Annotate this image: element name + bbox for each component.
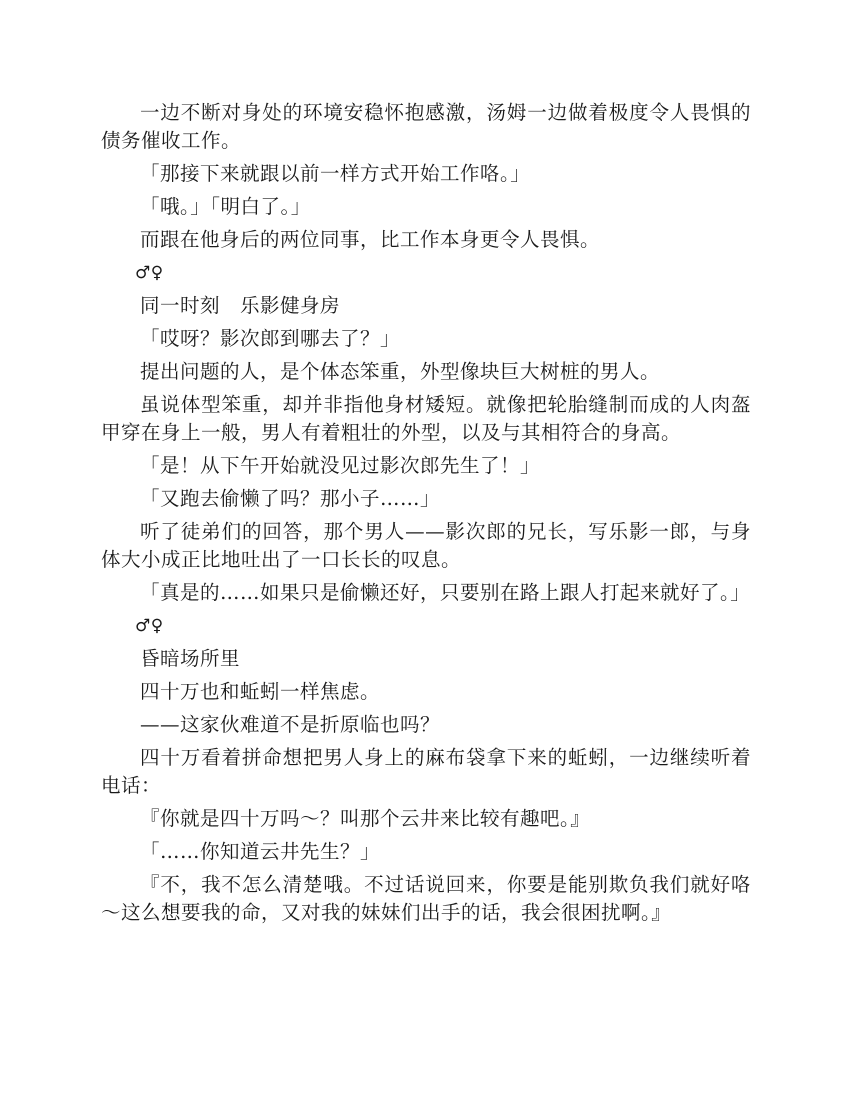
paragraph: ——这家伙难道不是折原临也吗？ — [140, 713, 441, 736]
paragraph: 四十万看着拼命想把男人身上的麻布袋拿下来的蚯蚓，一边继续听着电话： — [101, 746, 751, 797]
paragraph: 提出问题的人，是个体态笨重，外型像块巨大树桩的男人。 — [140, 360, 661, 383]
dialogue-line: 「又跑去偷懒了吗？那小子……」 — [140, 487, 441, 510]
scene-break-symbol: ♂♀ — [135, 263, 164, 283]
dialogue-line: 「哦。」「明白了。」 — [140, 195, 311, 218]
scene-heading: 昏暗场所里 — [140, 647, 241, 670]
phone-dialogue-line: 『不，我不怎么清楚哦。不过话说回来，你要是能别欺负我们就好咯～这么想要我的命，又对我的妹妹们出手的话，我会很困扰啊。』 — [101, 873, 751, 924]
scene-heading: 同一时刻 乐影健身房 — [140, 294, 341, 317]
paragraph: 听了徒弟们的回答，那个男人——影次郎的兄长，写乐影一郎，与身体大小成正比地吐出了一口长长的叹息。 — [101, 520, 751, 571]
paragraph: 四十万也和蚯蚓一样焦虑。 — [140, 680, 381, 703]
document-body — [101, 99, 751, 932]
paragraph: 虽说体型笨重，却并非指他身材矮短。就像把轮胎缝制而成的人肉盔甲穿在身上一般，男人有着粗壮的外型，以及与其相符合的身高。 — [101, 393, 751, 444]
phone-dialogue-line: 『你就是四十万吗～？叫那个云井来比较有趣吧。』 — [140, 807, 591, 830]
dialogue-line: 「那接下来就跟以前一样方式开始工作咯。」 — [140, 162, 531, 185]
dialogue-line: 「真是的……如果只是偷懒还好，只要别在路上跟人打起来就好了。」 — [140, 581, 751, 604]
dialogue-line: 「哎呀？影次郎到哪去了？」 — [140, 327, 401, 350]
paragraph: 一边不断对身处的环境安稳怀抱感激，汤姆一边做着极度令人畏惧的债务催收工作。 — [101, 101, 751, 152]
paragraph: 而跟在他身后的两位同事，比工作本身更令人畏惧。 — [140, 228, 601, 251]
dialogue-line: 「……你知道云井先生？」 — [140, 840, 381, 863]
scene-break-symbol: ♂♀ — [135, 616, 164, 636]
dialogue-line: 「是！从下午开始就没见过影次郎先生了！」 — [140, 454, 541, 477]
